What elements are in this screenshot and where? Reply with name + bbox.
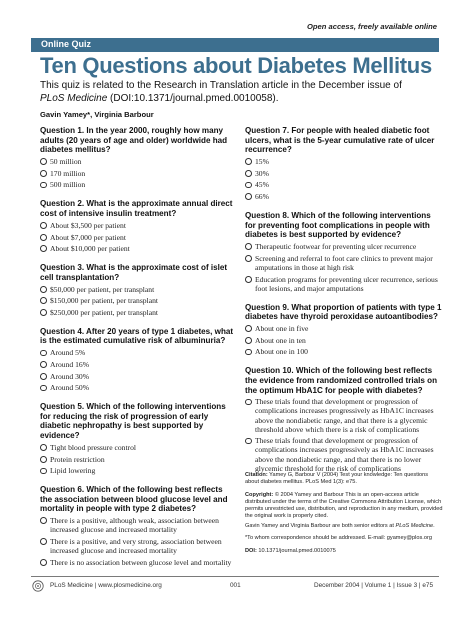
answer-option[interactable] xyxy=(40,537,236,555)
answer-option[interactable] xyxy=(245,436,443,472)
question-text: Question 2. What is the approximate annual direct cost of intensive insulin treatment? xyxy=(40,199,233,218)
radio-circle-icon[interactable] xyxy=(245,255,252,262)
radio-circle-icon[interactable] xyxy=(245,170,252,177)
footer-journal-site: PLoS Medicine | www.plosmedicine.org xyxy=(50,582,162,589)
radio-circle-icon[interactable] xyxy=(40,517,47,524)
footer-divider xyxy=(31,576,439,577)
quiz-question xyxy=(40,327,236,393)
citation-label: Citation: xyxy=(245,472,268,478)
radio-circle-icon[interactable] xyxy=(245,243,252,250)
answer-option[interactable] xyxy=(40,383,236,392)
radio-circle-icon[interactable] xyxy=(40,559,47,566)
radio-circle-icon[interactable] xyxy=(40,361,47,368)
answer-option[interactable] xyxy=(40,296,236,305)
radio-circle-icon[interactable] xyxy=(245,276,252,283)
correspondence-note: *To whom correspondence should be addressed. E-mail: gyamey@plos.org xyxy=(245,535,432,541)
intro-text-start: This quiz is related to the Research in Translation article in the December issue of xyxy=(40,80,402,91)
radio-circle-icon[interactable] xyxy=(40,456,47,463)
question-text: Question 4. After 20 years of type 1 diabetes, what is the estimated cumulative risk of albuminuria? xyxy=(40,326,234,346)
doi-label: DOI: xyxy=(245,548,257,554)
answer-option[interactable] xyxy=(40,157,236,166)
answer-option-label: $250,000 per patient, per transplant xyxy=(50,307,158,317)
answer-option-label: Protein restriction xyxy=(50,454,105,464)
answer-option[interactable] xyxy=(40,348,236,357)
radio-circle-icon[interactable] xyxy=(40,538,47,545)
quiz-question xyxy=(245,303,443,357)
answer-option[interactable] xyxy=(245,347,443,356)
radio-circle-icon[interactable] xyxy=(245,337,252,344)
answer-option-label: There is a positive, and very strong, association between increased glucose and increased mortality xyxy=(50,537,222,556)
quiz-question xyxy=(245,126,443,201)
answer-option-label: 170 million xyxy=(50,168,86,178)
copyright-label: Copyright: xyxy=(245,492,274,498)
article-intro xyxy=(40,80,420,105)
answer-option[interactable] xyxy=(40,516,236,534)
answer-option[interactable] xyxy=(245,242,443,251)
quiz-question xyxy=(40,126,236,190)
quiz-question xyxy=(245,366,443,472)
answer-option-label: About one in ten xyxy=(255,335,306,345)
answer-option-label: There is a positive, although weak, association between increased glucose and increased mortality xyxy=(50,516,219,535)
answer-option-label: Screening and referral to foot care clinics to prevent major amputations in those at high risk xyxy=(255,253,433,272)
answer-option[interactable] xyxy=(245,324,443,333)
copyright-text: © 2004 Yamey and Barbour This is an open-access article distributed under the terms of the Creative Commons Attribution License, which permits unrestricted use, distribution, and reproduction in any medium, provided the original work is properly cited. xyxy=(245,492,443,519)
radio-circle-icon[interactable] xyxy=(40,170,47,177)
answer-option[interactable] xyxy=(40,308,236,317)
citation-text: Yamey G, Barbour V (2004) Test your knowledge: Ten questions about diabetes mellitus. PLoS Med 1(3): e75. xyxy=(245,472,429,485)
question-text: Question 9. What proportion of patients with type 1 diabetes have thyroid peroxidase autoantibodies? xyxy=(245,302,442,322)
answer-option[interactable] xyxy=(245,192,443,201)
answer-option-label: Therapeutic footwear for preventing ulcer recurrence xyxy=(255,242,417,252)
answer-option-label: $50,000 per patient, per transplant xyxy=(50,284,155,294)
questions-column-right xyxy=(245,126,443,483)
question-text: Question 7. For people with healed diabetic foot ulcers, what is the 5-year cumulative rate of ulcer recurrence? xyxy=(245,126,435,155)
quiz-question xyxy=(245,211,443,293)
answer-option-label: About $7,000 per patient xyxy=(50,232,126,242)
answer-option-label: These trials found that development or progression of complications increases progressively as HbA1C increases above the nondiabetic range, and that there is a glycemic threshold above which there is a risk of complications xyxy=(255,397,434,434)
radio-circle-icon[interactable] xyxy=(40,245,47,252)
answer-option[interactable] xyxy=(245,336,443,345)
answer-option-label: About $10,000 per patient xyxy=(50,244,130,254)
quiz-question xyxy=(40,485,236,567)
quiz-question xyxy=(40,199,236,253)
radio-circle-icon[interactable] xyxy=(245,182,252,189)
radio-circle-icon[interactable] xyxy=(245,349,252,356)
quiz-question xyxy=(40,402,236,475)
radio-circle-icon[interactable] xyxy=(245,325,252,332)
radio-circle-icon[interactable] xyxy=(40,182,47,189)
answer-option-label: 66% xyxy=(255,192,269,202)
radio-circle-icon[interactable] xyxy=(245,193,252,200)
answer-option-label: Around 50% xyxy=(50,383,90,393)
answer-option[interactable] xyxy=(40,244,236,253)
intro-journal-name: PLoS Medicine xyxy=(40,92,108,104)
answer-option[interactable] xyxy=(40,466,236,475)
answer-option[interactable] xyxy=(40,455,236,464)
answer-option-label: 15% xyxy=(255,157,269,167)
answer-option-label: There is no association between glucose level and mortality xyxy=(50,557,232,567)
answer-option[interactable] xyxy=(40,558,236,567)
question-text: Question 1. In the year 2000, roughly how many adults (20 years of age and older) worldwide had diabetes mellitus? xyxy=(40,126,228,155)
answer-option[interactable] xyxy=(40,169,236,178)
question-text: Question 10. Which of the following best reflects the evidence from randomized controlled trials on the optimum HbA1C for people with diabetes? xyxy=(245,366,438,395)
answer-option[interactable] xyxy=(40,372,236,381)
editors-text-start: Gavin Yamey and Virginia Barbour are both senior editors at xyxy=(245,523,396,529)
answer-option[interactable] xyxy=(40,221,236,230)
doi-text: 10.1371/journal.pmed.0010075 xyxy=(256,548,336,554)
answer-option-label: Around 16% xyxy=(50,360,90,370)
quiz-question xyxy=(40,263,236,317)
answer-option[interactable] xyxy=(40,285,236,294)
radio-circle-icon[interactable] xyxy=(245,399,252,406)
answer-option-label: 45% xyxy=(255,180,269,190)
footer-page-number: 001 xyxy=(230,582,241,589)
intro-text-end: (DOI:10.1371/journal.pmed.0010058). xyxy=(107,92,279,104)
answer-option-label: Around 5% xyxy=(50,348,86,358)
answer-option-label: About $3,500 per patient xyxy=(50,220,126,230)
editors-journal-name: PLoS Medicine xyxy=(395,523,434,529)
answer-option-label: 30% xyxy=(255,168,269,178)
section-bar xyxy=(31,38,439,52)
answer-option[interactable] xyxy=(245,169,443,178)
radio-circle-icon[interactable] xyxy=(40,373,47,380)
radio-circle-icon[interactable] xyxy=(40,222,47,229)
answer-option[interactable] xyxy=(245,157,443,166)
answer-option-label: These trials found that development or progression of complications increases progressively as HbA1C increases above the nondiabetic range, and that there is no lower glycemic threshold for the risk of complications xyxy=(255,436,434,473)
answer-option[interactable] xyxy=(245,254,443,272)
article-title: Ten Questions about Diabetes Mellitus xyxy=(40,53,432,78)
radio-circle-icon[interactable] xyxy=(40,286,47,293)
plos-logo-icon xyxy=(32,580,44,592)
answer-option[interactable] xyxy=(40,180,236,189)
editors-text-end: . xyxy=(433,523,435,529)
question-text: Question 6. Which of the following best reflects the association between blood glucose level and mortality in people with type 2 diabetes? xyxy=(40,485,228,514)
question-text: Question 3. What is the approximate cost of islet cell transplantation? xyxy=(40,263,228,282)
section-label: Online Quiz xyxy=(41,39,92,49)
radio-circle-icon[interactable] xyxy=(40,234,47,241)
answer-option[interactable] xyxy=(245,397,443,433)
editors-note xyxy=(245,523,443,530)
answer-option-label: Around 30% xyxy=(50,371,90,381)
radio-circle-icon[interactable] xyxy=(40,468,47,475)
radio-circle-icon[interactable] xyxy=(40,350,47,357)
question-text: Question 5. Which of the following interventions for reducing the risk of progression of early diabetic nephropathy is best supported by evidence? xyxy=(40,402,226,441)
answer-option[interactable] xyxy=(245,180,443,189)
copyright xyxy=(245,492,443,520)
answer-option-label: About one in five xyxy=(255,324,309,334)
answer-option[interactable] xyxy=(245,275,443,293)
footer-issue-info: December 2004 | Volume 1 | Issue 3 | e75 xyxy=(314,582,434,589)
doi xyxy=(245,548,443,555)
answer-option-label: Education programs for preventing ulcer recurrence, serious foot lesions, and major amputations xyxy=(255,274,438,293)
radio-circle-icon[interactable] xyxy=(40,444,47,451)
answer-option-label: 500 million xyxy=(50,180,86,190)
answer-option-label: Tight blood pressure control xyxy=(50,442,136,452)
answer-option[interactable] xyxy=(40,360,236,369)
radio-circle-icon[interactable] xyxy=(245,158,252,165)
radio-circle-icon[interactable] xyxy=(40,158,47,165)
answer-option[interactable] xyxy=(40,443,236,452)
authors: Gavin Yamey*, Virginia Barbour xyxy=(40,110,154,119)
answer-option[interactable] xyxy=(40,233,236,242)
radio-circle-icon[interactable] xyxy=(40,385,47,392)
answer-option-label: 50 million xyxy=(50,157,82,167)
citation xyxy=(245,472,443,486)
radio-circle-icon[interactable] xyxy=(40,309,47,316)
answer-option-label: Lipid lowering xyxy=(50,466,96,476)
questions-column-left xyxy=(40,126,236,577)
radio-circle-icon[interactable] xyxy=(40,297,47,304)
radio-circle-icon[interactable] xyxy=(245,438,252,445)
open-access-note: Open access, freely available online xyxy=(306,22,437,31)
answer-option-label: $150,000 per patient, per transplant xyxy=(50,296,158,306)
answer-option-label: About one in 100 xyxy=(255,347,308,357)
question-text: Question 8. Which of the following interventions for preventing foot complications in people with diabetes is best supported by evidence? xyxy=(245,211,431,240)
